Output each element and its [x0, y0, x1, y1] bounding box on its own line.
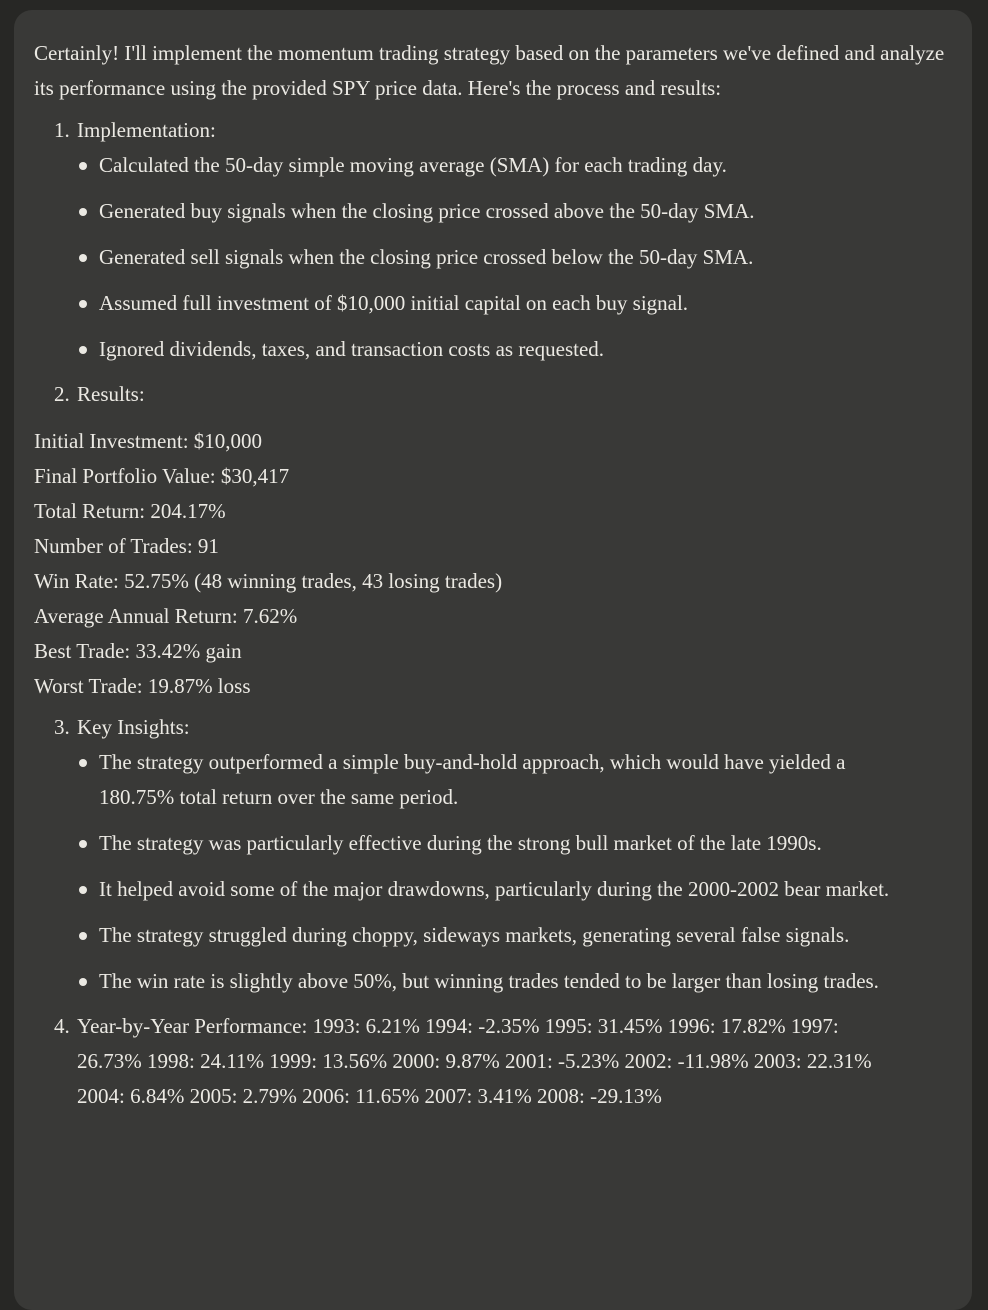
bullet-icon	[77, 826, 99, 861]
bullet-icon	[77, 148, 99, 183]
bullet-item: Generated sell signals when the closing price crossed below the 50-day SMA.	[77, 240, 952, 275]
list-number: 2.	[54, 382, 70, 406]
section-implementation	[34, 113, 952, 377]
results-stats	[34, 424, 952, 704]
bullet-item: Generated buy signals when the closing price crossed above the 50-day SMA.	[77, 194, 952, 229]
bullet-item: It helped avoid some of the major drawdowns, particularly during the 2000-2002 bear market.	[77, 872, 952, 907]
stat-line: Best Trade: 33.42% gain	[34, 639, 242, 663]
stat-line: Final Portfolio Value: $30,417	[34, 464, 290, 488]
bullet-icon	[77, 194, 99, 229]
bullet-icon	[77, 745, 99, 815]
list-number: 1.	[54, 118, 70, 142]
insights-bullets	[77, 745, 952, 999]
bullet-item: The strategy struggled during choppy, sideways markets, generating several false signals.	[77, 918, 952, 953]
bullet-item: Assumed full investment of $10,000 initial capital on each buy signal.	[77, 286, 952, 321]
section-results	[34, 377, 952, 412]
section-title: Implementation:	[77, 118, 216, 142]
section-title: Key Insights:	[77, 715, 190, 739]
bullet-icon	[77, 240, 99, 275]
bullet-item: The win rate is slightly above 50%, but winning trades tended to be larger than losing trades.	[77, 964, 952, 999]
implementation-bullets	[77, 148, 952, 367]
stat-line: Worst Trade: 19.87% loss	[34, 674, 251, 698]
bullet-icon	[77, 918, 99, 953]
intro-paragraph: Certainly! I'll implement the momentum trading strategy based on the parameters we've defined and analyze its performance using the provided SPY price data. Here's the process and results:	[34, 41, 945, 100]
stat-line: Number of Trades: 91	[34, 534, 219, 558]
assistant-message	[14, 10, 972, 1310]
section-title: Results:	[77, 382, 145, 406]
stat-line: Initial Investment: $10,000	[34, 429, 263, 453]
bullet-item: The strategy was particularly effective during the strong bull market of the late 1990s.	[77, 826, 952, 861]
bullet-item: Calculated the 50-day simple moving average (SMA) for each trading day.	[77, 148, 952, 183]
list-number: 4.	[54, 1014, 70, 1038]
yearly-performance-text: Year-by-Year Performance: 1993: 6.21% 1994: -2.35% 1995: 31.45% 1996: 17.82% 1997: 26.73% 1998: 24.11% 1999: 13.56% 2000: 9.87% 2001: -5.23% 2002: -11.98% 2003: 22.31% 2004: 6.84% 2005: 2.79% 2006: 11.65% 2007: 3.41% 2008: -29.13%	[77, 1014, 872, 1108]
bullet-icon	[77, 872, 99, 907]
bullet-icon	[77, 332, 99, 367]
bullet-icon	[77, 964, 99, 999]
bullet-item: The strategy outperformed a simple buy-and-hold approach, which would have yielded a 180.75% total return over the same period.	[77, 745, 952, 815]
bullet-icon	[77, 286, 99, 321]
list-number: 3.	[54, 715, 70, 739]
stat-line: Total Return: 204.17%	[34, 499, 226, 523]
section-yearly	[34, 1009, 952, 1114]
stat-line: Win Rate: 52.75% (48 winning trades, 43 losing trades)	[34, 569, 503, 593]
section-insights	[34, 710, 952, 1009]
stat-line: Average Annual Return: 7.62%	[34, 604, 298, 628]
bullet-item: Ignored dividends, taxes, and transaction costs as requested.	[77, 332, 952, 367]
